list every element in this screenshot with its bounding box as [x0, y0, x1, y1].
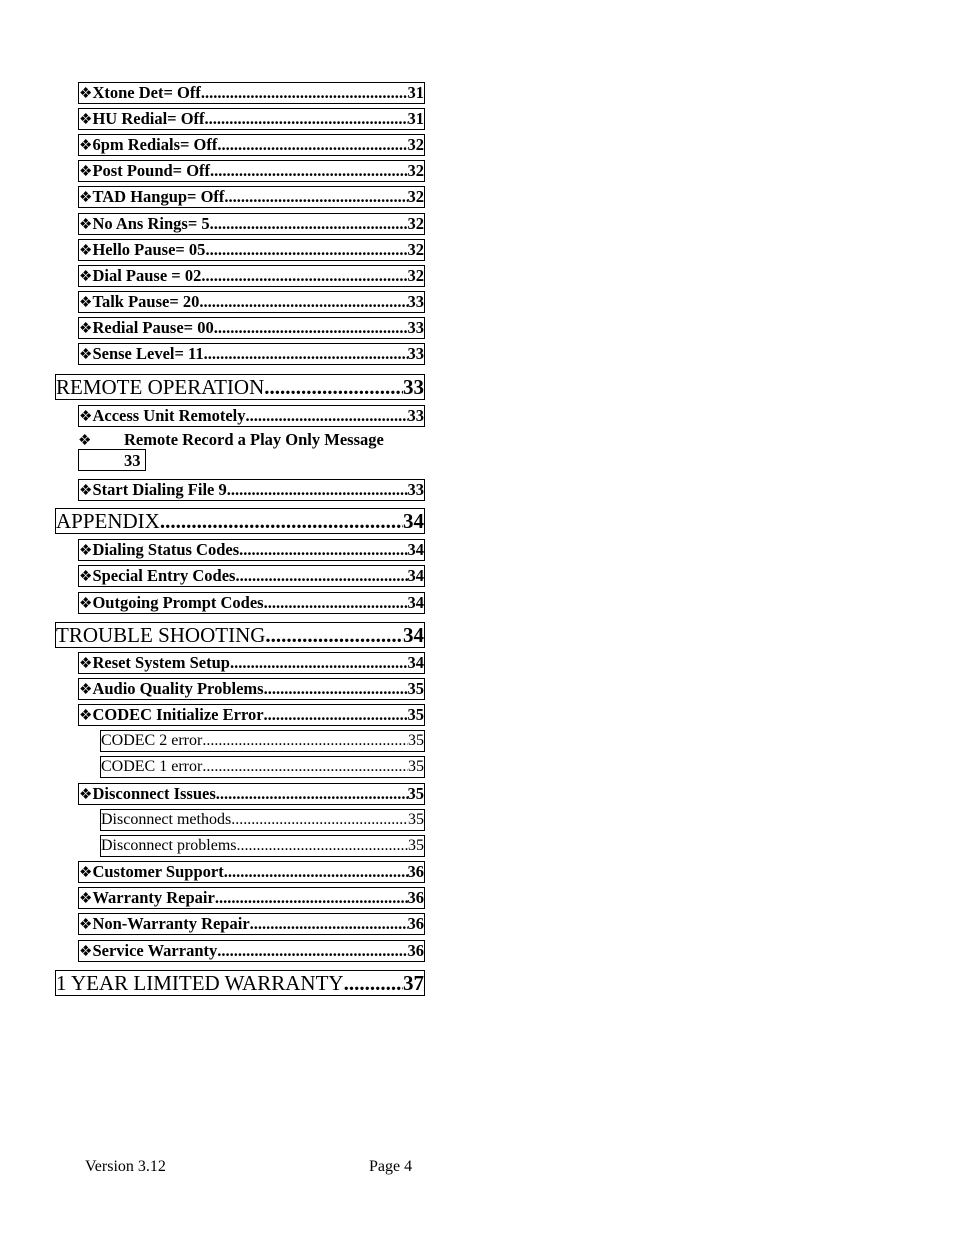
- toc-entry-page: 32: [407, 214, 424, 233]
- toc-entry-label: Audio Quality Problems: [92, 679, 264, 698]
- toc-entry-page: 33: [407, 480, 424, 499]
- leader-dots: [239, 540, 407, 560]
- leader-dots: [205, 109, 408, 129]
- leader-dots: [224, 187, 407, 207]
- toc-section-label: 1 YEAR LIMITED WARRANTY: [56, 971, 344, 995]
- toc-entry-page: 35: [407, 705, 424, 724]
- leader-dots: [204, 344, 408, 364]
- toc-entry-page: 36: [407, 862, 424, 881]
- diamond-bullet-icon: ❖: [79, 917, 93, 933]
- toc-subentry[interactable]: [100, 730, 425, 752]
- toc-entry[interactable]: [78, 160, 425, 182]
- toc-entry-label: Xtone Det= Off: [92, 83, 201, 102]
- leader-dots: [210, 161, 407, 181]
- leader-dots: [215, 888, 408, 908]
- toc-entry-page: 33: [407, 292, 424, 311]
- toc-entry[interactable]: [78, 343, 425, 365]
- toc-entry-label: Talk Pause= 20: [92, 292, 200, 311]
- toc-entry[interactable]: [78, 565, 425, 587]
- diamond-bullet-icon: ❖: [79, 217, 93, 233]
- diamond-bullet-icon: ❖: [79, 682, 93, 698]
- toc-entry[interactable]: [78, 479, 425, 501]
- leader-dots: [227, 480, 408, 500]
- toc-entry[interactable]: [78, 108, 425, 130]
- leader-dots: [264, 705, 408, 725]
- leader-dots: [205, 240, 407, 260]
- diamond-bullet-icon: ❖: [79, 321, 93, 337]
- leader-dots: [201, 266, 407, 286]
- toc-entry-label: Hello Pause= 05: [92, 240, 206, 259]
- toc-subentry-label: Disconnect problems: [101, 837, 237, 854]
- diamond-bullet-icon: ❖: [79, 483, 93, 499]
- leader-dots: [264, 375, 403, 399]
- toc-section-page: 34: [403, 509, 424, 533]
- diamond-bullet-icon: ❖: [79, 596, 93, 612]
- toc-entry-label: No Ans Rings= 5: [92, 214, 210, 233]
- toc-entry-label: Special Entry Codes: [92, 566, 236, 585]
- toc-subentry-page: 35: [408, 811, 424, 828]
- leader-dots: [235, 566, 407, 586]
- diamond-bullet-icon: ❖: [79, 269, 93, 285]
- leader-dots: [199, 292, 407, 312]
- toc-entry[interactable]: [78, 783, 425, 805]
- toc-entry[interactable]: [78, 134, 425, 156]
- diamond-bullet-icon: ❖: [79, 190, 93, 206]
- toc-entry-page: 36: [407, 914, 424, 933]
- toc-entry[interactable]: [78, 913, 425, 935]
- toc-entry[interactable]: [78, 186, 425, 208]
- toc-section-appendix[interactable]: [55, 508, 425, 534]
- toc-entry[interactable]: [78, 539, 425, 561]
- toc-entry-label: Start Dialing File 9: [92, 480, 227, 499]
- diamond-bullet-icon: ❖: [79, 347, 93, 363]
- toc-entry-page: 36: [407, 888, 424, 907]
- toc-section-page: 34: [403, 623, 424, 647]
- toc-entry-page: 34: [407, 566, 424, 585]
- toc-entry-page: 34: [407, 653, 424, 672]
- toc-entry-page: 31: [407, 83, 424, 102]
- leader-dots: [202, 731, 408, 751]
- toc-entry-page: 32: [407, 266, 424, 285]
- diamond-bullet-icon: ❖: [79, 86, 93, 102]
- leader-dots: [344, 971, 403, 995]
- leader-dots: [231, 810, 408, 830]
- toc-subentry-label: Disconnect methods: [101, 811, 232, 828]
- toc-entry-label: Remote Record a Play Only Message: [124, 430, 384, 449]
- toc-section-label: APPENDIX: [56, 509, 160, 533]
- toc-entry-label: Sense Level= 11: [92, 344, 204, 363]
- toc-entry-page: 31: [407, 109, 424, 128]
- toc-subentry-page: 35: [408, 732, 424, 749]
- leader-dots: [214, 318, 408, 338]
- toc-entry[interactable]: [78, 317, 425, 339]
- footer-version: Version 3.12: [85, 1158, 166, 1175]
- toc-section-page: 33: [403, 375, 424, 399]
- toc-entry[interactable]: [78, 265, 425, 287]
- toc-entry-label: Post Pound= Off: [92, 161, 211, 180]
- diamond-bullet-icon: ❖: [79, 543, 93, 559]
- diamond-bullet-icon: ❖: [78, 433, 92, 449]
- toc-entry-label: Warranty Repair: [92, 888, 215, 907]
- leader-dots: [201, 83, 408, 103]
- toc-entry-label: Reset System Setup: [92, 653, 230, 672]
- toc-entry-page: 34: [407, 540, 424, 559]
- toc-entry-page: 32: [407, 135, 424, 154]
- leader-dots: [237, 836, 408, 856]
- toc-entry[interactable]: [78, 887, 425, 909]
- toc-entry-label: CODEC Initialize Error: [92, 705, 264, 724]
- toc-subentry-label: CODEC 2 error: [101, 732, 203, 749]
- toc-entry[interactable]: [78, 861, 425, 883]
- toc-entry[interactable]: [78, 592, 425, 614]
- toc-subentry[interactable]: [100, 809, 425, 831]
- toc-entry-label: Redial Pause= 00: [92, 318, 214, 337]
- toc-entry-label: 6pm Redials= Off: [92, 135, 218, 154]
- toc-entry-label: Dial Pause = 02: [92, 266, 202, 285]
- toc-entry-label: Access Unit Remotely: [92, 406, 246, 425]
- toc-subentry-page: 35: [408, 837, 424, 854]
- toc-entry-label: Outgoing Prompt Codes: [92, 593, 264, 612]
- toc-section-trouble-shooting[interactable]: [55, 622, 425, 648]
- leader-dots: [265, 623, 403, 647]
- toc-entry[interactable]: [78, 652, 425, 674]
- diamond-bullet-icon: ❖: [79, 295, 93, 311]
- toc-entry[interactable]: [78, 704, 425, 726]
- toc-entry-page: 32: [407, 161, 424, 180]
- toc-entry[interactable]: [78, 82, 425, 104]
- toc-section-label: TROUBLE SHOOTING: [56, 623, 266, 647]
- toc-entry[interactable]: [78, 678, 425, 700]
- toc-entry-label: Customer Support: [92, 862, 224, 881]
- toc-entry-page: 33: [124, 451, 141, 470]
- toc-section-page: 37: [403, 971, 424, 995]
- leader-dots: [202, 757, 408, 777]
- toc-subentry[interactable]: [100, 756, 425, 778]
- toc-entry-label: TAD Hangup= Off: [92, 187, 225, 206]
- toc-subentry-label: CODEC 1 error: [101, 758, 203, 775]
- diamond-bullet-icon: ❖: [79, 112, 93, 128]
- toc-entry-page: 33: [407, 406, 424, 425]
- toc-entry[interactable]: [78, 291, 425, 313]
- diamond-bullet-icon: ❖: [79, 409, 93, 425]
- toc-entry-label: Dialing Status Codes: [92, 540, 240, 559]
- leader-dots: [217, 135, 407, 155]
- toc-entry-page: 34: [407, 593, 424, 612]
- leader-dots: [264, 679, 408, 699]
- diamond-bullet-icon: ❖: [79, 891, 93, 907]
- leader-dots: [246, 406, 408, 426]
- diamond-bullet-icon: ❖: [79, 787, 93, 803]
- toc-entry-page: 35: [407, 679, 424, 698]
- leader-dots: [210, 214, 408, 234]
- toc-entry-page: 33: [407, 318, 424, 337]
- toc-section-remote-operation[interactable]: [55, 374, 425, 400]
- toc-entry-page: 36: [407, 941, 424, 960]
- leader-dots: [217, 941, 407, 961]
- leader-dots: [216, 784, 408, 804]
- toc-entry-page: 32: [407, 240, 424, 259]
- leader-dots: [160, 509, 403, 533]
- toc-entry-label: Non-Warranty Repair: [92, 914, 250, 933]
- diamond-bullet-icon: ❖: [79, 164, 93, 180]
- footer-page-number: Page 4: [369, 1158, 413, 1175]
- leader-dots: [230, 653, 408, 673]
- toc-entry-label: Disconnect Issues: [92, 784, 216, 803]
- toc-subentry-page: 35: [408, 758, 424, 775]
- diamond-bullet-icon: ❖: [79, 243, 93, 259]
- toc-section-warranty[interactable]: [55, 970, 425, 996]
- toc-subentry[interactable]: [100, 835, 425, 857]
- toc-entry-label: HU Redial= Off: [92, 109, 205, 128]
- toc-entry-page: 32: [407, 187, 424, 206]
- toc-entry[interactable]: [78, 405, 425, 427]
- leader-dots: [264, 593, 408, 613]
- diamond-bullet-icon: ❖: [79, 708, 93, 724]
- toc-entry-multiline[interactable]: [78, 429, 425, 475]
- toc-entry-page: 35: [407, 784, 424, 803]
- toc-entry[interactable]: [78, 940, 425, 962]
- diamond-bullet-icon: ❖: [79, 944, 93, 960]
- toc-entry[interactable]: [78, 239, 425, 261]
- leader-dots: [224, 862, 408, 882]
- diamond-bullet-icon: ❖: [79, 569, 93, 585]
- diamond-bullet-icon: ❖: [79, 865, 93, 881]
- toc-section-label: REMOTE OPERATION: [56, 375, 265, 399]
- diamond-bullet-icon: ❖: [79, 656, 93, 672]
- leader-dots: [250, 914, 408, 934]
- toc-entry-label: Service Warranty: [92, 941, 218, 960]
- toc-entry-page: 33: [407, 344, 424, 363]
- diamond-bullet-icon: ❖: [79, 138, 93, 154]
- toc-entry[interactable]: [78, 213, 425, 235]
